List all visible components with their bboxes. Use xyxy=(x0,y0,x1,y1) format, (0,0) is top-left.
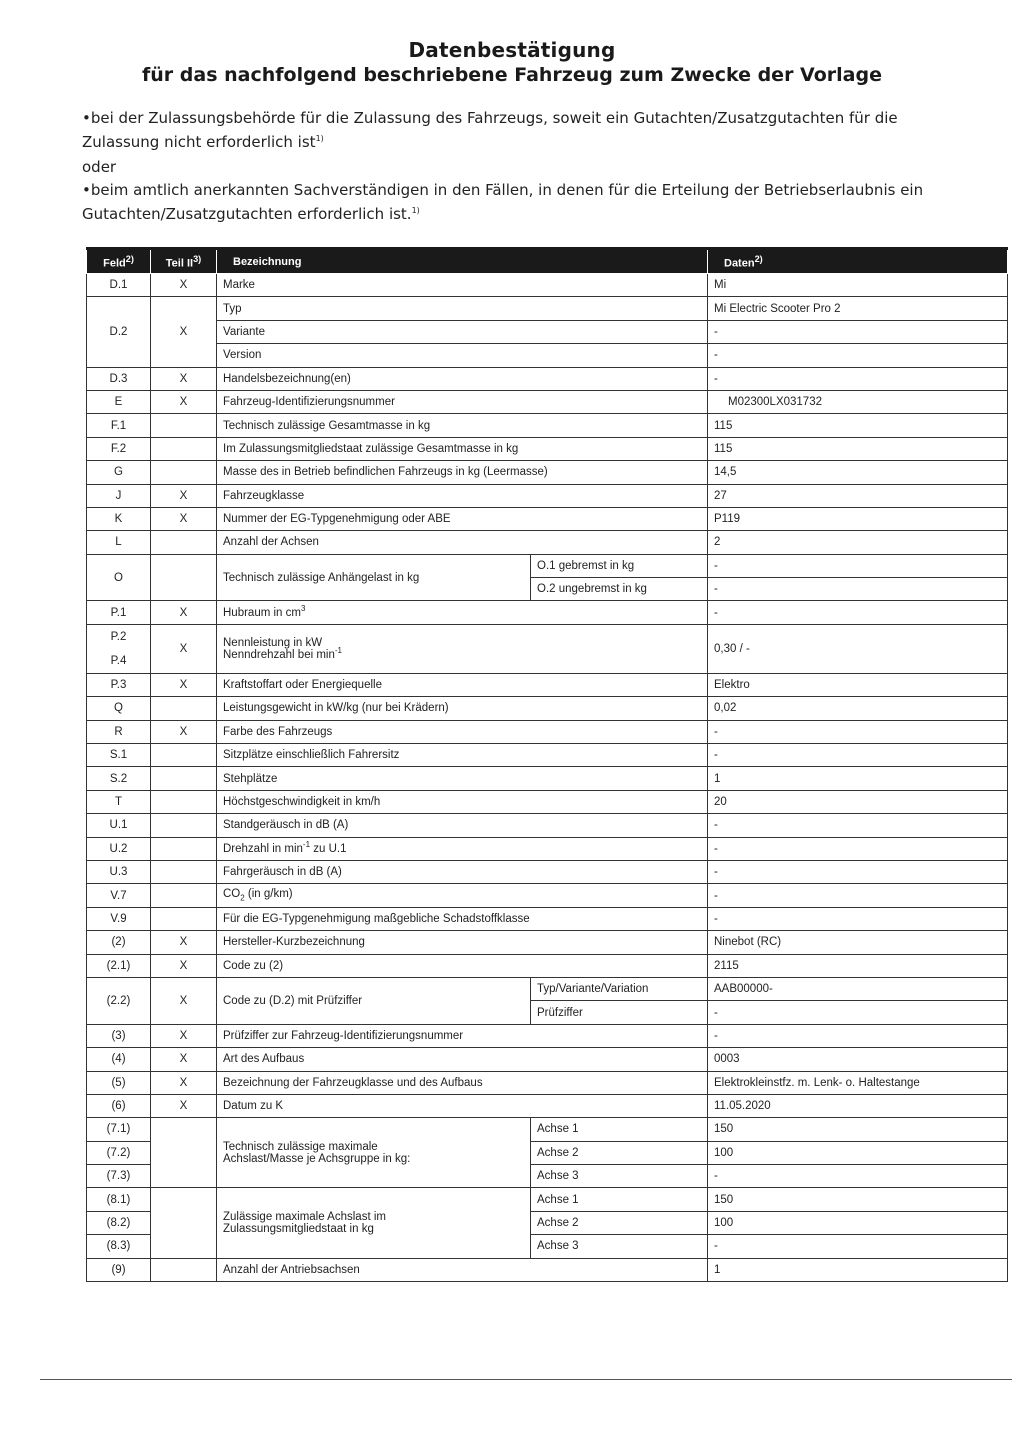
cell-bezeichnung: Nennleistung in kW Nenndrehzahl bei $\min^{-1}$ xyxy=(217,624,708,673)
table-row xyxy=(87,507,1008,530)
document-title: Datenbestätigung xyxy=(408,38,616,62)
cell-bezeichnung: Hubraum in $cm^3$ xyxy=(217,601,708,624)
vehicle-data-table xyxy=(86,247,1008,1282)
cell-daten: 11.05.2020 xyxy=(708,1094,1008,1117)
cell-feld: F.1 xyxy=(87,414,151,437)
cell-teil: X xyxy=(151,977,217,1024)
cell-feld: S.1 xyxy=(87,744,151,767)
cell-daten: Mi xyxy=(708,274,1008,297)
cell-daten: M02300LX031732 xyxy=(708,390,1008,413)
table-row xyxy=(87,720,1008,743)
cell-subfield: Prüfziffer xyxy=(531,1001,708,1024)
cell-subfield: O.2 ungebremst in kg xyxy=(531,578,708,601)
cell-bezeichnung: Leistungsgewicht in kW/kg (nur bei Krädern) xyxy=(217,697,708,720)
table-row xyxy=(87,790,1008,813)
table-row xyxy=(87,320,1008,343)
cell-teil xyxy=(151,837,217,860)
cell-bezeichnung: Handelsbezeichnung(en) xyxy=(217,367,708,390)
cell-feld: (4) xyxy=(87,1048,151,1071)
cell-teil xyxy=(151,461,217,484)
cell-subfield: Achse 3 xyxy=(531,1235,708,1258)
cell-feld: D.3 xyxy=(87,367,151,390)
cell-feld: (9) xyxy=(87,1258,151,1281)
cell-subfield: Achse 2 xyxy=(531,1211,708,1234)
cell-teil xyxy=(151,414,217,437)
table-row xyxy=(87,1024,1008,1047)
cell-feld: R xyxy=(87,720,151,743)
cell-daten: - xyxy=(708,744,1008,767)
cell-feld: P.1 xyxy=(87,601,151,624)
cell-teil: X xyxy=(151,390,217,413)
cell-teil xyxy=(151,1118,217,1188)
cell-bezeichnung: Fahrzeugklasse xyxy=(217,484,708,507)
cell-daten: - xyxy=(708,554,1008,577)
cell-daten: - xyxy=(708,720,1008,743)
cell-bezeichnung: Zulässige maximale Achslast im Zulassungsmitgliedstaat in kg xyxy=(217,1188,531,1258)
cell-bezeichnung: Masse des in Betrieb befindlichen Fahrzeugs in kg (Leermasse) xyxy=(217,461,708,484)
table-row xyxy=(87,414,1008,437)
table-row xyxy=(87,274,1008,297)
cell-bezeichnung: Fahrgeräusch in dB (A) xyxy=(217,860,708,883)
cell-feld: J xyxy=(87,484,151,507)
cell-bezeichnung: Variante xyxy=(217,320,708,343)
cell-feld: P.3 xyxy=(87,673,151,696)
cell-feld: (2.1) xyxy=(87,954,151,977)
cell-subfield: Typ/Variante/Variation xyxy=(531,977,708,1000)
cell-daten: - xyxy=(708,814,1008,837)
cell-teil: X xyxy=(151,1094,217,1117)
table-row xyxy=(87,624,1008,673)
cell-subfield: Achse 1 xyxy=(531,1188,708,1211)
cell-daten: - xyxy=(708,884,1008,907)
cell-daten: 100 xyxy=(708,1211,1008,1234)
cell-daten: Elektrokleinstfz. m. Lenk- o. Haltestange xyxy=(708,1071,1008,1094)
cell-daten: - xyxy=(708,1024,1008,1047)
cell-feld: S.2 xyxy=(87,767,151,790)
cell-feld: K xyxy=(87,507,151,530)
cell-teil: X xyxy=(151,507,217,530)
table-row xyxy=(87,1118,1008,1141)
cell-bezeichnung: $CO_2$ (in g/km) xyxy=(217,884,708,907)
cell-daten: 14,5 xyxy=(708,461,1008,484)
cell-feld: (7.3) xyxy=(87,1165,151,1188)
cell-feld: T xyxy=(87,790,151,813)
table-row xyxy=(87,1094,1008,1117)
cell-bezeichnung: Datum zu K xyxy=(217,1094,708,1117)
cell-daten: 27 xyxy=(708,484,1008,507)
cell-subfield: Achse 3 xyxy=(531,1165,708,1188)
cell-daten: 20 xyxy=(708,790,1008,813)
cell-feld: U.3 xyxy=(87,860,151,883)
table-row xyxy=(87,767,1008,790)
cell-feld: O xyxy=(87,554,151,601)
cell-teil: X xyxy=(151,624,217,673)
cell-teil: X xyxy=(151,367,217,390)
intro-or: oder xyxy=(82,158,117,176)
table-row xyxy=(87,554,1008,577)
cell-bezeichnung: Für die EG-Typgenehmigung maßgebliche Schadstoffklasse xyxy=(217,907,708,930)
intro-bullet-2: •beim amtlich anerkannten Sachverständigen in den Fällen, in denen für die Erteilung der Betriebserlaubnis ein Gutachten/Zusatzgutachten erforderlich ist.$^{1)}$ xyxy=(82,181,924,223)
cell-bezeichnung: Typ xyxy=(217,297,708,320)
cell-bezeichnung: Fahrzeug-Identifizierungsnummer xyxy=(217,390,708,413)
cell-daten: - xyxy=(708,837,1008,860)
cell-teil: X xyxy=(151,484,217,507)
cell-feld: L xyxy=(87,531,151,554)
cell-bezeichnung: Höchstgeschwindigkeit in km/h xyxy=(217,790,708,813)
cell-bezeichnung: Version xyxy=(217,344,708,367)
document-subtitle: für das nachfolgend beschriebene Fahrzeug zum Zwecke der Vorlage xyxy=(142,64,882,86)
cell-teil: X xyxy=(151,1071,217,1094)
table-row xyxy=(87,1258,1008,1281)
cell-feld: (2) xyxy=(87,931,151,954)
cell-feld: F.2 xyxy=(87,437,151,460)
cell-teil xyxy=(151,814,217,837)
table-row xyxy=(87,860,1008,883)
table-header-row xyxy=(87,249,1008,274)
cell-daten: - xyxy=(708,601,1008,624)
cell-teil: X xyxy=(151,1048,217,1071)
table-row xyxy=(87,907,1008,930)
table-row xyxy=(87,744,1008,767)
cell-subfield: O.1 gebremst in kg xyxy=(531,554,708,577)
cell-teil xyxy=(151,554,217,601)
cell-teil xyxy=(151,1188,217,1258)
cell-daten: - xyxy=(708,860,1008,883)
cell-daten: - xyxy=(708,1001,1008,1024)
cell-daten: Ninebot (RC) xyxy=(708,931,1008,954)
table-row xyxy=(87,1071,1008,1094)
cell-teil xyxy=(151,767,217,790)
cell-subfield: Achse 2 xyxy=(531,1141,708,1164)
cell-bezeichnung: Sitzplätze einschließlich Fahrersitz xyxy=(217,744,708,767)
cell-teil: X xyxy=(151,1024,217,1047)
cell-feld: P.2 P.4 xyxy=(87,624,151,673)
cell-bezeichnung: Technisch zulässige Gesamtmasse in kg xyxy=(217,414,708,437)
cell-feld: (7.2) xyxy=(87,1141,151,1164)
table-row xyxy=(87,344,1008,367)
table-row xyxy=(87,601,1008,624)
cell-feld: U.2 xyxy=(87,837,151,860)
cell-feld: (2.2) xyxy=(87,977,151,1024)
table-row xyxy=(87,814,1008,837)
cell-bezeichnung: Nummer der EG-Typgenehmigung oder ABE xyxy=(217,507,708,530)
cell-bezeichnung: Prüfziffer zur Fahrzeug-Identifizierungsnummer xyxy=(217,1024,708,1047)
cell-teil: X xyxy=(151,931,217,954)
cell-feld: Q xyxy=(87,697,151,720)
header-teil: Teil II$^{3)}$ xyxy=(151,249,217,274)
cell-teil xyxy=(151,437,217,460)
cell-feld: (7.1) xyxy=(87,1118,151,1141)
cell-daten: - xyxy=(708,320,1008,343)
intro-bullet-1: •bei der Zulassungsbehörde für die Zulassung des Fahrzeugs, soweit ein Gutachten/Zusatzgutachten für die Zulassung nicht erforderlich ist$^{1)}$ xyxy=(82,109,898,151)
cell-daten: 150 xyxy=(708,1188,1008,1211)
cell-daten: 115 xyxy=(708,414,1008,437)
cell-daten: 0,02 xyxy=(708,697,1008,720)
cell-daten: 1 xyxy=(708,767,1008,790)
cell-daten: 2 xyxy=(708,531,1008,554)
cell-daten: 0003 xyxy=(708,1048,1008,1071)
cell-teil xyxy=(151,1258,217,1281)
table-row xyxy=(87,1188,1008,1211)
cell-bezeichnung: Hersteller-Kurzbezeichnung xyxy=(217,931,708,954)
table-row xyxy=(87,484,1008,507)
cell-daten: Elektro xyxy=(708,673,1008,696)
header-feld: Feld$^{2)}$ xyxy=(87,249,151,274)
cell-teil: X xyxy=(151,954,217,977)
header-bezeichnung: Bezeichnung xyxy=(217,249,708,274)
table-row xyxy=(87,954,1008,977)
cell-feld: G xyxy=(87,461,151,484)
cell-daten: - xyxy=(708,1235,1008,1258)
cell-bezeichnung: Marke xyxy=(217,274,708,297)
cell-teil xyxy=(151,531,217,554)
cell-daten: - xyxy=(708,344,1008,367)
cell-bezeichnung: Bezeichnung der Fahrzeugklasse und des Aufbaus xyxy=(217,1071,708,1094)
cell-daten: 150 xyxy=(708,1118,1008,1141)
cell-teil: X xyxy=(151,274,217,297)
cell-feld: V.7 xyxy=(87,884,151,907)
cell-bezeichnung: Art des Aufbaus xyxy=(217,1048,708,1071)
cell-daten: 100 xyxy=(708,1141,1008,1164)
table-row xyxy=(87,673,1008,696)
table-row xyxy=(87,697,1008,720)
cell-daten: - xyxy=(708,1165,1008,1188)
table-row xyxy=(87,367,1008,390)
cell-feld: V.9 xyxy=(87,907,151,930)
cell-daten: 1 xyxy=(708,1258,1008,1281)
cell-feld: D.2 xyxy=(87,297,151,367)
cell-bezeichnung: Anzahl der Antriebsachsen xyxy=(217,1258,708,1281)
cell-feld: (8.1) xyxy=(87,1188,151,1211)
table-row xyxy=(87,977,1008,1000)
table-row xyxy=(87,390,1008,413)
cell-bezeichnung: Drehzahl in $\min^{-1}$ zu U.1 xyxy=(217,837,708,860)
cell-teil xyxy=(151,744,217,767)
cell-feld: E xyxy=(87,390,151,413)
cell-daten: P119 xyxy=(708,507,1008,530)
cell-teil xyxy=(151,697,217,720)
cell-bezeichnung: Technisch zulässige maximale Achslast/Masse je Achsgruppe in kg: xyxy=(217,1118,531,1188)
cell-daten: 115 xyxy=(708,437,1008,460)
cell-bezeichnung: Standgeräusch in dB (A) xyxy=(217,814,708,837)
table-row xyxy=(87,931,1008,954)
cell-subfield: Achse 1 xyxy=(531,1118,708,1141)
cell-daten: 2115 xyxy=(708,954,1008,977)
cell-feld: (6) xyxy=(87,1094,151,1117)
cell-teil: X xyxy=(151,297,217,367)
cell-bezeichnung: Code zu (D.2) mit Prüfziffer xyxy=(217,977,531,1024)
table-row xyxy=(87,884,1008,907)
table-row xyxy=(87,437,1008,460)
cell-daten: - xyxy=(708,907,1008,930)
cell-bezeichnung: Kraftstoffart oder Energiequelle xyxy=(217,673,708,696)
cell-feld: (8.3) xyxy=(87,1235,151,1258)
table-row xyxy=(87,461,1008,484)
bottom-divider xyxy=(40,1379,1012,1380)
cell-teil: X xyxy=(151,720,217,743)
cell-teil xyxy=(151,790,217,813)
cell-teil xyxy=(151,907,217,930)
cell-feld: D.1 xyxy=(87,274,151,297)
cell-teil: X xyxy=(151,601,217,624)
cell-teil: X xyxy=(151,673,217,696)
cell-feld: (3) xyxy=(87,1024,151,1047)
cell-teil xyxy=(151,860,217,883)
cell-bezeichnung: Stehplätze xyxy=(217,767,708,790)
cell-feld: U.1 xyxy=(87,814,151,837)
cell-daten: Mi Electric Scooter Pro 2 xyxy=(708,297,1008,320)
cell-feld: (5) xyxy=(87,1071,151,1094)
cell-daten: AAB00000- xyxy=(708,977,1008,1000)
header-daten: Daten$^{2)}$ xyxy=(708,249,1008,274)
cell-bezeichnung: Im Zulassungsmitgliedstaat zulässige Gesamtmasse in kg xyxy=(217,437,708,460)
cell-feld: (8.2) xyxy=(87,1211,151,1234)
table-row xyxy=(87,1048,1008,1071)
cell-bezeichnung: Technisch zulässige Anhängelast in kg xyxy=(217,554,531,601)
cell-teil xyxy=(151,884,217,907)
table-row xyxy=(87,837,1008,860)
cell-daten: 0,30 / - xyxy=(708,624,1008,673)
cell-bezeichnung: Anzahl der Achsen xyxy=(217,531,708,554)
table-row xyxy=(87,297,1008,320)
table-row xyxy=(87,531,1008,554)
cell-bezeichnung: Code zu (2) xyxy=(217,954,708,977)
cell-daten: - xyxy=(708,578,1008,601)
cell-bezeichnung: Farbe des Fahrzeugs xyxy=(217,720,708,743)
cell-daten: - xyxy=(708,367,1008,390)
